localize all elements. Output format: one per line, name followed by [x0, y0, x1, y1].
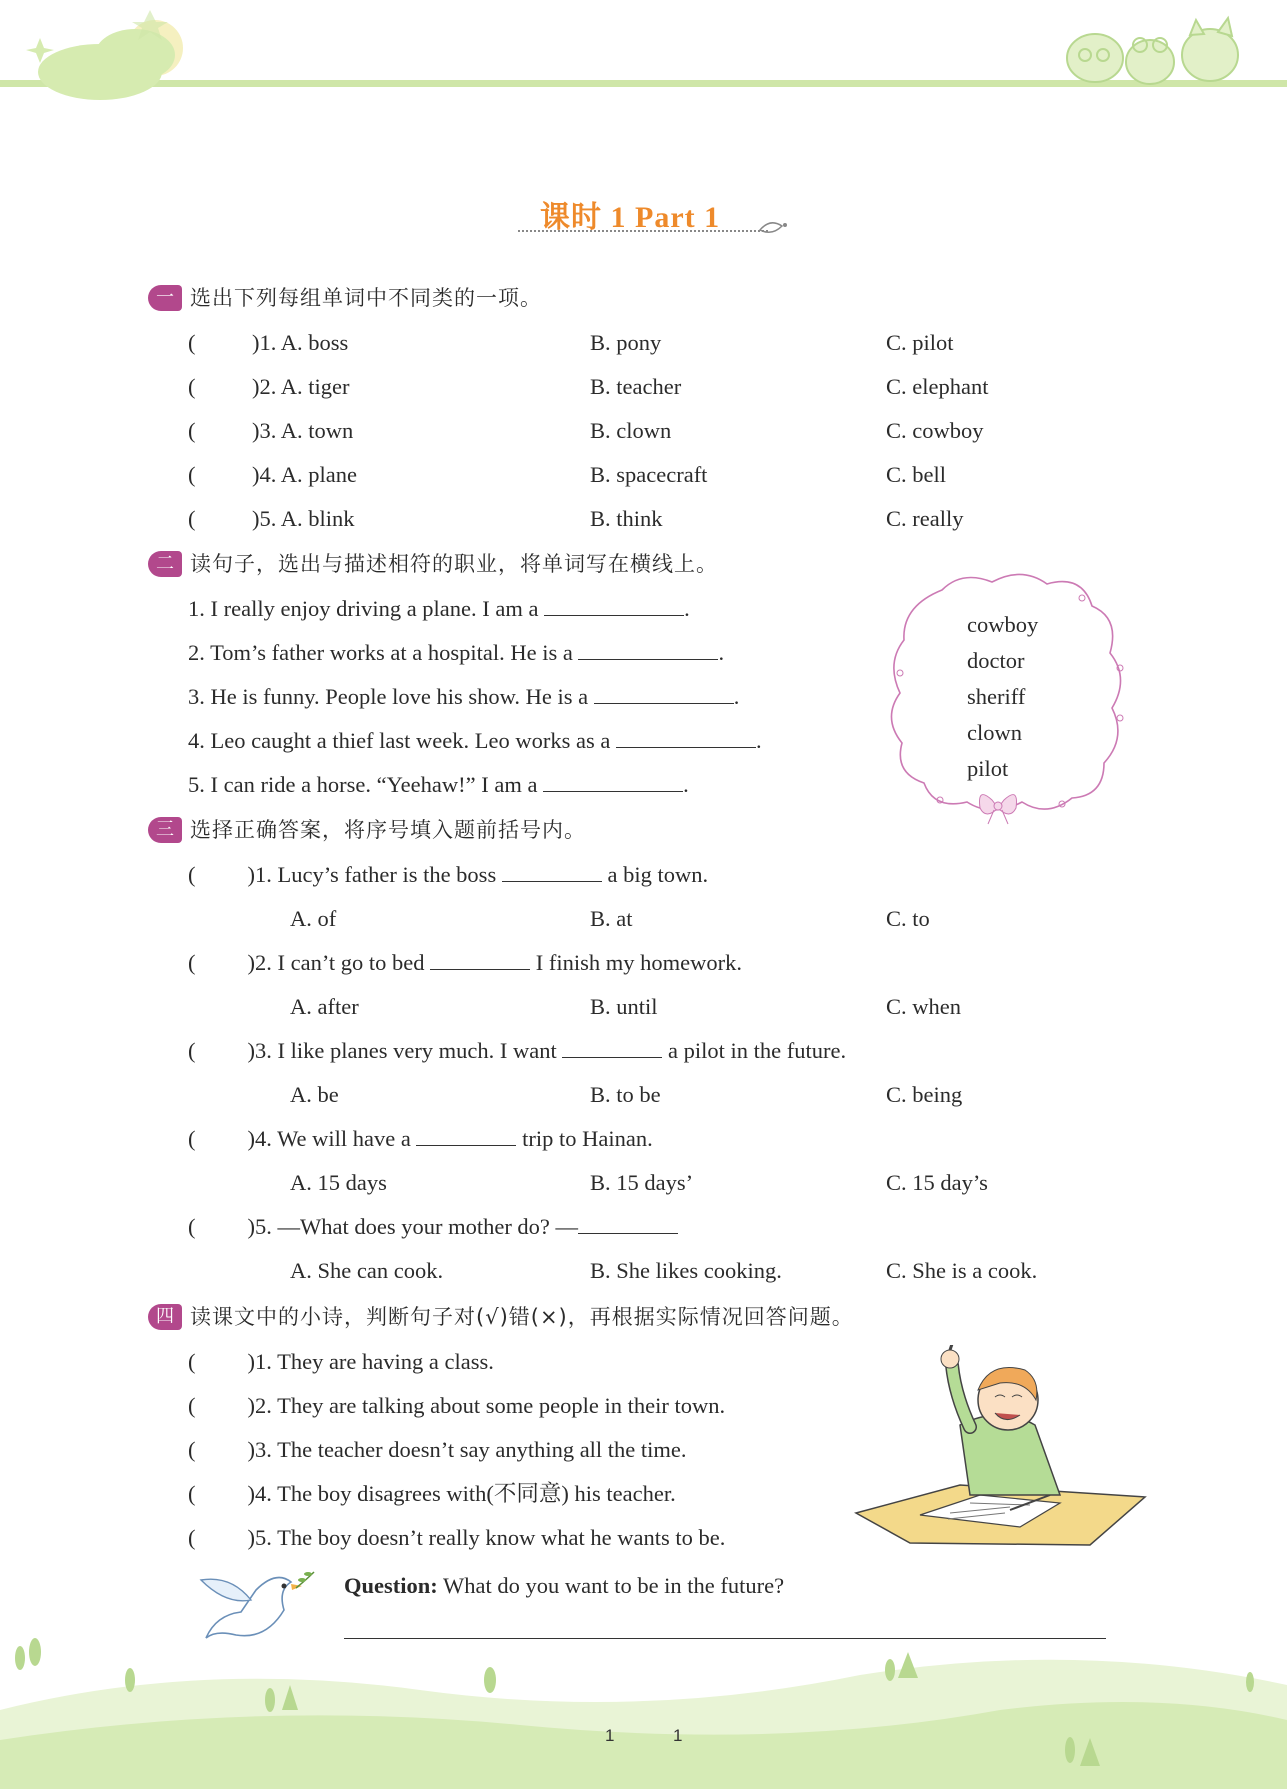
q4-3-paren[interactable]: ( — [188, 1437, 196, 1462]
q4-3-text: )3. The teacher doesn’t say anything all the time. — [247, 1437, 687, 1462]
q3-1-paren[interactable]: ( — [188, 862, 196, 887]
word-box-sheriff: sheriff — [967, 684, 1026, 709]
q3-5-option-c: C. She is a cook. — [886, 1258, 1038, 1283]
s2-sentence-5-text: 5. I can ride a horse. “Yeehaw!” I am a — [188, 772, 538, 797]
bow-icon — [980, 795, 1017, 824]
q1-4-option-b: B. spacecraft — [590, 462, 708, 487]
s2-answer-blank-5[interactable] — [543, 771, 683, 792]
q3-5-stem: )5. —What does your mother do? — — [247, 1214, 579, 1239]
q3-4-paren[interactable]: ( — [188, 1126, 196, 1151]
s2-sentence-2-text: 2. Tom’s father works at a hospital. He is a — [188, 640, 573, 665]
s2-sentence-3-end: . — [733, 684, 740, 709]
q3-3-blank[interactable] — [562, 1037, 662, 1058]
q3-4-option-c: C. 15 day’s — [886, 1170, 988, 1195]
section-badge-2: 二 — [148, 551, 182, 577]
s2-sentence-2-end: . — [718, 640, 725, 665]
q4-2-paren[interactable]: ( — [188, 1393, 196, 1418]
q3-1-stem: )1. Lucy’s father is the boss — [247, 862, 497, 887]
q1-3-paren[interactable]: ( — [188, 418, 196, 443]
q1-3-option-b: B. clown — [590, 418, 672, 443]
q3-4-blank[interactable] — [416, 1125, 516, 1146]
q3-5-option-b: B. She likes cooking. — [590, 1258, 782, 1283]
word-box-pilot: pilot — [967, 756, 1009, 781]
q3-1-blank[interactable] — [502, 861, 602, 882]
q3-2-option-a: A. after — [290, 994, 359, 1019]
q1-1-paren[interactable]: ( — [188, 330, 196, 355]
q1-5-option-c: C. really — [886, 506, 964, 531]
s2-answer-blank-3[interactable] — [594, 683, 734, 704]
s2-sentence-2 — [188, 638, 724, 668]
title-underline — [518, 230, 768, 232]
question-text: What do you want to be in the future? — [442, 1573, 785, 1598]
q4-5-paren[interactable]: ( — [188, 1525, 196, 1550]
q4-1 — [188, 1347, 494, 1377]
section-2-instruction: 读句子，选出与描述相符的职业，将单词写在横线上。 — [190, 552, 718, 576]
q3-3-stem-end: a pilot in the future. — [668, 1038, 847, 1063]
q4-4 — [188, 1479, 676, 1509]
q3-3-option-b: B. to be — [590, 1082, 661, 1107]
q3-3-stem: )3. I like planes very much. I want — [247, 1038, 557, 1063]
s2-sentence-3 — [188, 682, 739, 712]
q4-4-paren[interactable]: ( — [188, 1481, 196, 1506]
s2-answer-blank-1[interactable] — [544, 595, 684, 616]
s2-answer-blank-4[interactable] — [616, 727, 756, 748]
page-number-left: 1 — [605, 1726, 615, 1745]
q1-2-paren[interactable]: ( — [188, 374, 196, 399]
word-box-doctor: doctor — [967, 648, 1025, 673]
q1-1-option-b: B. pony — [590, 330, 662, 355]
q4-1-text: )1. They are having a class. — [247, 1349, 494, 1374]
q3-2-option-b: B. until — [590, 994, 658, 1019]
q4-5 — [188, 1523, 725, 1553]
s2-sentence-5-end: . — [683, 772, 689, 797]
question-line — [344, 1571, 784, 1601]
s2-sentence-3-text: 3. He is funny. People love his show. He is a — [188, 684, 589, 709]
word-box-cowboy: cowboy — [967, 612, 1039, 637]
question-label: Question: — [344, 1573, 438, 1598]
section-3-instruction: 选择正确答案，将序号填入题前括号内。 — [190, 818, 586, 842]
q4-3 — [188, 1435, 687, 1465]
q3-4 — [188, 1124, 653, 1154]
q1-1-option-c: C. pilot — [886, 330, 954, 355]
section-badge-4: 四 — [148, 1304, 182, 1330]
s2-sentence-5 — [188, 770, 689, 800]
q3-5-paren[interactable]: ( — [188, 1214, 196, 1239]
header-decoration — [0, 0, 1287, 110]
section-1-instruction: 选出下列每组单词中不同类的一项。 — [190, 286, 542, 310]
q1-5-option-b: B. think — [590, 506, 663, 531]
s2-sentence-1 — [188, 594, 690, 624]
section-badge-1: 一 — [148, 285, 182, 311]
q1-1-option-a: )1. A. boss — [252, 330, 349, 355]
q1-4-option-c: C. bell — [886, 462, 946, 487]
q1-5-option-a: )5. A. blink — [252, 506, 355, 531]
q3-1 — [188, 860, 708, 890]
s2-sentence-4-end: . — [755, 728, 762, 753]
animal-faces-illustration — [1067, 18, 1238, 84]
q1-2-option-a: )2. A. tiger — [252, 374, 350, 399]
page-title: 课时 1 Part 1 — [540, 201, 721, 234]
q1-4-paren[interactable]: ( — [188, 462, 196, 487]
q3-3-option-a: A. be — [290, 1082, 339, 1107]
q3-4-stem-end: trip to Hainan. — [522, 1126, 653, 1151]
section-badge-3: 三 — [148, 817, 182, 843]
q3-3-option-c: C. being — [886, 1082, 963, 1107]
q4-4-text: )4. The boy disagrees with(不同意) his teacher. — [247, 1481, 676, 1506]
q1-3-option-a: )3. A. town — [252, 418, 354, 443]
footer-landscape — [0, 1630, 1287, 1789]
q3-2-option-c: C. when — [886, 994, 961, 1019]
q3-1-option-a: A. of — [290, 906, 337, 931]
q4-1-paren[interactable]: ( — [188, 1349, 196, 1374]
section-4-instruction: 读课文中的小诗，判断句子对(√)错(×)，再根据实际情况回答问题。 — [190, 1305, 854, 1329]
q1-2-option-b: B. teacher — [590, 374, 682, 399]
leaf-icon — [758, 218, 788, 240]
q3-5-blank[interactable] — [578, 1213, 678, 1234]
q3-2-paren[interactable]: ( — [188, 950, 196, 975]
q3-2-stem-end: I finish my homework. — [535, 950, 743, 975]
q3-2-blank[interactable] — [430, 949, 530, 970]
s2-sentence-1-end: . — [684, 596, 690, 621]
q3-1-option-b: B. at — [590, 906, 633, 931]
q1-4-option-a: )4. A. plane — [252, 462, 357, 487]
s2-sentence-4-text: 4. Leo caught a thief last week. Leo works as a — [188, 728, 611, 753]
q3-1-stem-end: a big town. — [607, 862, 709, 887]
s2-answer-blank-2[interactable] — [578, 639, 718, 660]
s2-sentence-4 — [188, 726, 762, 756]
s2-sentence-1-text: 1. I really enjoy driving a plane. I am a — [188, 596, 539, 621]
q3-4-option-a: A. 15 days — [290, 1170, 387, 1195]
q3-4-option-b: B. 15 days’ — [590, 1170, 694, 1195]
q4-2-text: )2. They are talking about some people in their town. — [247, 1393, 726, 1418]
boy-raising-hand-illustration — [850, 1345, 1150, 1555]
q3-3-paren[interactable]: ( — [188, 1038, 196, 1063]
page-number-right: 1 — [673, 1726, 683, 1745]
q3-2 — [188, 948, 742, 978]
q3-1-option-c: C. to — [886, 906, 930, 931]
q3-5-option-a: A. She can cook. — [290, 1258, 444, 1283]
q3-4-stem: )4. We will have a — [247, 1126, 411, 1151]
q4-2 — [188, 1391, 725, 1421]
q1-5-paren[interactable]: ( — [188, 506, 196, 531]
q3-3 — [188, 1036, 846, 1066]
word-box-clown: clown — [967, 720, 1022, 745]
q4-5-text: )5. The boy doesn’t really know what he wants to be. — [247, 1525, 726, 1550]
q1-2-option-c: C. elephant — [886, 374, 989, 399]
q3-2-stem: )2. I can’t go to bed — [247, 950, 425, 975]
q3-5 — [188, 1212, 678, 1242]
q1-3-option-c: C. cowboy — [886, 418, 984, 443]
